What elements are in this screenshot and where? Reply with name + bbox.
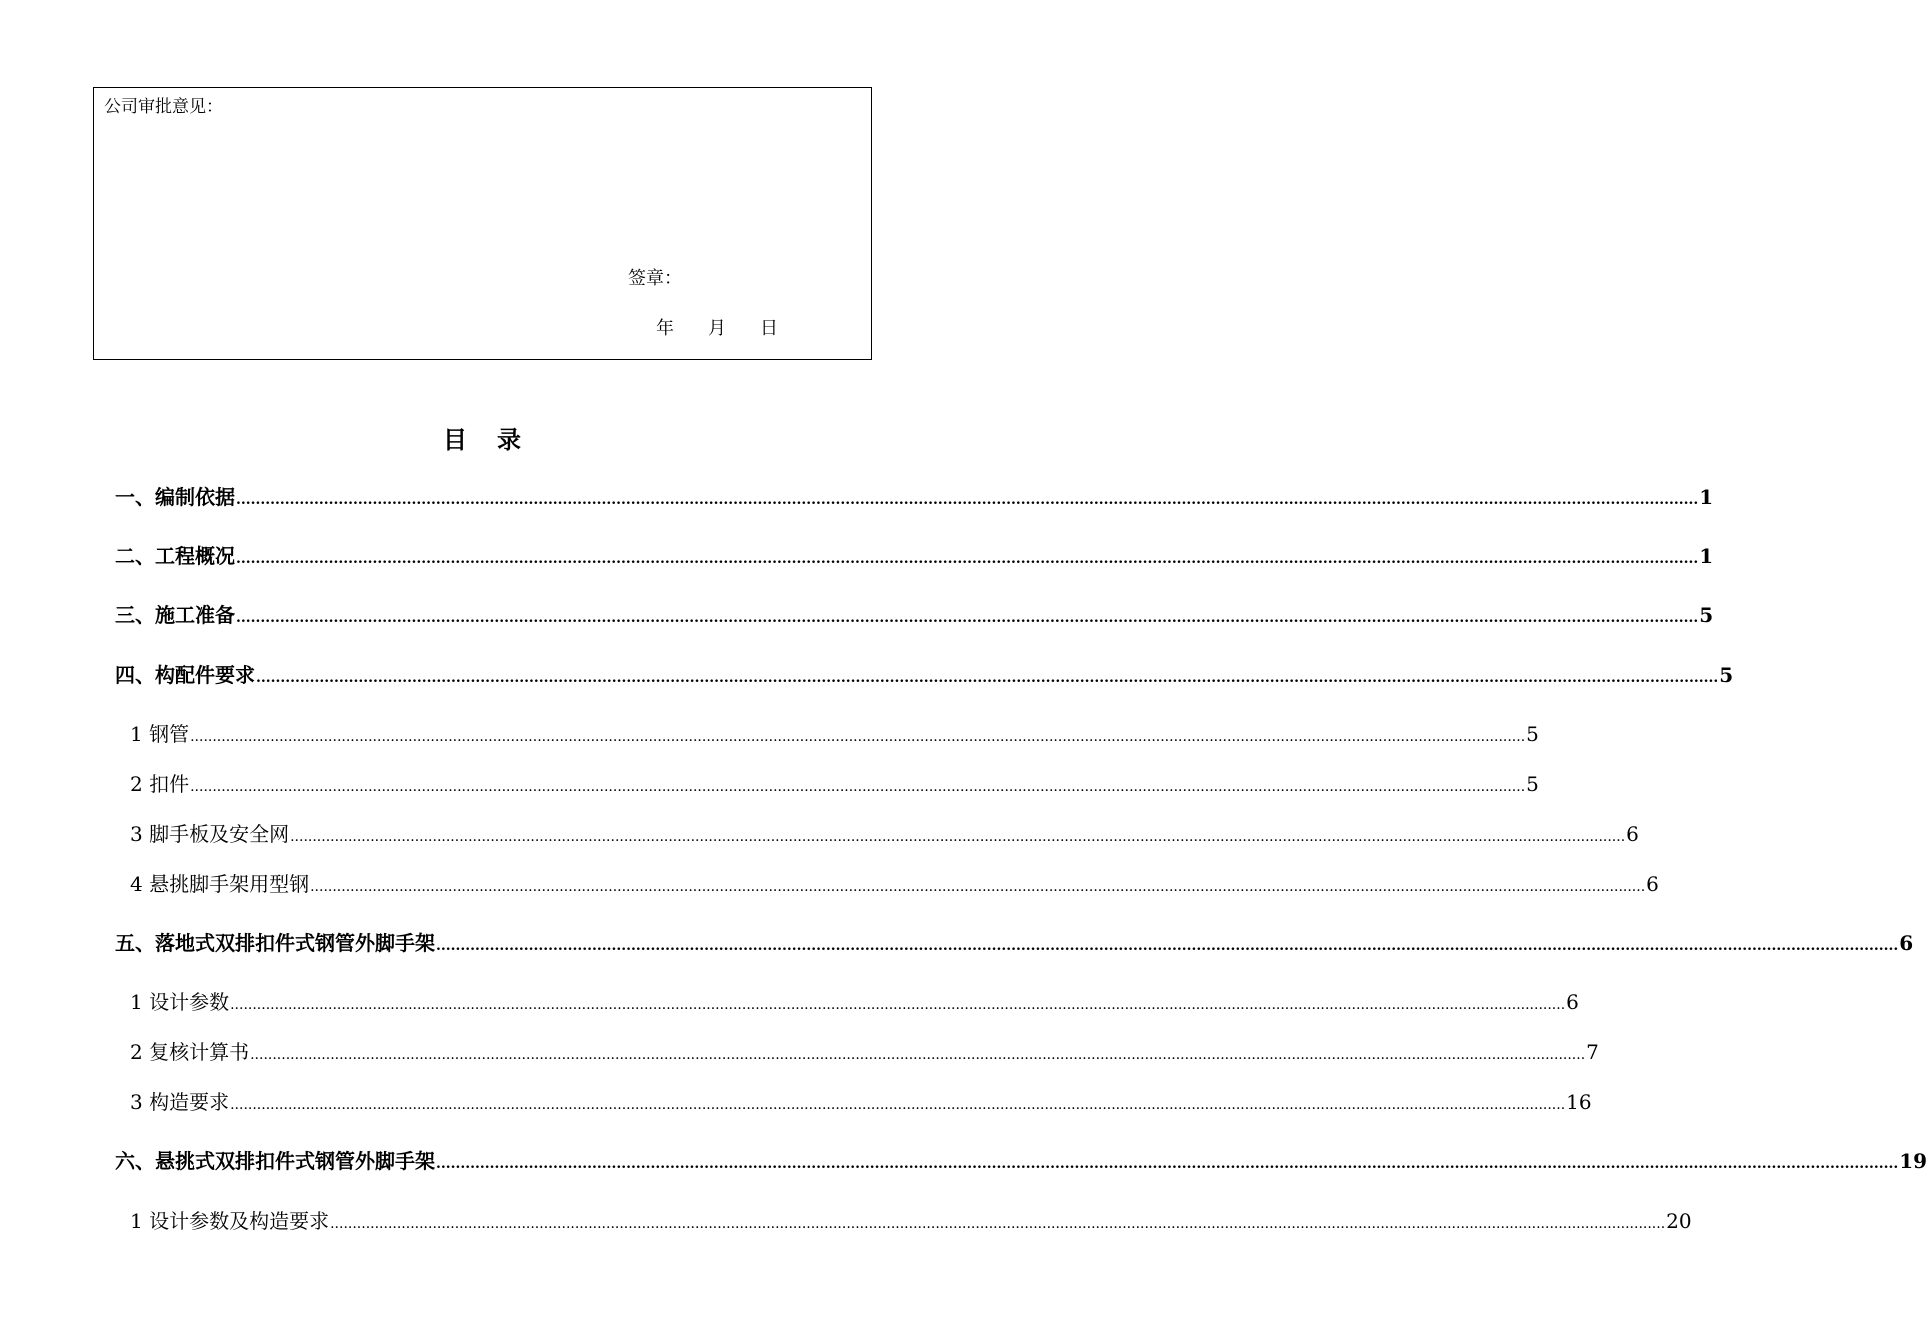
toc-entry[interactable] [115,482,1714,512]
toc-leader-dots: ............................................................................................................................................................................................................................................................................................................ [290,829,1626,845]
date-day: 日 [760,318,778,339]
toc-leader-dots: ............................................................................................................................................................................................................................................................................................................ [310,879,1646,895]
toc-entry[interactable] [130,1087,1592,1117]
toc-entry[interactable] [115,600,1714,630]
toc-entry-page: 6 [1626,822,1639,846]
toc-entry-page: 20 [1666,1209,1692,1233]
toc-entry-page: 1 [1699,485,1714,509]
toc-entry-text: 六、悬挑式双排扣件式钢管外脚手架 [115,1149,435,1173]
toc-leader-dots: ............................................................................................................................................................................................................................................................................................................ [230,997,1566,1013]
toc-entry-page: 6 [1646,872,1659,896]
toc-leader-dots: ............................................................................................................................................................................................................................................................................................................ [436,938,1899,954]
toc-entry-page: 1 [1699,544,1714,568]
toc-entry-text: 一、编制依据 [115,485,235,509]
toc-entry-page: 5 [1719,663,1734,687]
toc-entry-page: 5 [1526,772,1539,796]
toc-leader-dots: ............................................................................................................................................................................................................................................................................................................ [190,729,1526,745]
toc-entry-page: 5 [1526,722,1539,746]
toc-leader-dots: ............................................................................................................................................................................................................................................................................................................ [236,551,1699,567]
toc-entry[interactable] [130,1037,1599,1067]
toc-entry-text: 二、工程概况 [115,544,235,568]
toc-entry-text: 1 设计参数及构造要求 [130,1209,330,1233]
toc-title: 目录 [443,425,551,454]
toc-entry-page: 16 [1566,1090,1592,1114]
toc-entry-text: 3 脚手板及安全网 [130,822,290,846]
toc-entry[interactable] [130,769,1539,799]
toc-leader-dots: ............................................................................................................................................................................................................................................................................................................ [330,1216,1666,1232]
approval-box [93,87,872,360]
toc-leader-dots: ............................................................................................................................................................................................................................................................................................................ [436,1156,1899,1172]
toc-entry-page: 7 [1586,1040,1599,1064]
toc-leader-dots: ............................................................................................................................................................................................................................................................................................................ [236,610,1699,626]
toc-entry-text: 1 设计参数 [130,990,230,1014]
toc-entry[interactable] [130,719,1539,749]
sign-label: 签章： [628,268,682,289]
toc-entry[interactable] [130,1206,1692,1236]
toc-leader-dots: ............................................................................................................................................................................................................................................................................................................ [250,1047,1586,1063]
toc-entry[interactable] [115,928,1914,958]
toc-entry[interactable] [130,819,1639,849]
toc-entry-page: 6 [1566,990,1579,1014]
approval-label: 公司审批意见： [104,97,223,117]
toc-leader-dots: ............................................................................................................................................................................................................................................................................................................ [190,779,1526,795]
toc-entry-text: 2 复核计算书 [130,1040,250,1064]
toc-entry-text: 四、构配件要求 [115,663,255,687]
toc-entry-page: 5 [1699,603,1714,627]
toc-entry[interactable] [115,660,1734,690]
toc-entry-text: 4 悬挑脚手架用型钢 [130,872,310,896]
toc-entry-page: 6 [1899,931,1914,955]
toc-entry[interactable] [115,541,1714,571]
toc-entry[interactable] [115,1146,1927,1176]
toc-leader-dots: ............................................................................................................................................................................................................................................................................................................ [256,670,1719,686]
toc-entry-text: 2 扣件 [130,772,190,796]
date-month: 月 [708,318,726,339]
toc-entry[interactable] [130,987,1579,1017]
toc-leader-dots: ............................................................................................................................................................................................................................................................................................................ [230,1097,1566,1113]
toc-leader-dots: ............................................................................................................................................................................................................................................................................................................ [236,492,1699,508]
toc-entry-text: 五、落地式双排扣件式钢管外脚手架 [115,931,435,955]
toc-entry[interactable] [130,869,1659,899]
toc-entry-text: 3 构造要求 [130,1090,230,1114]
date-line [656,314,778,340]
toc-entry-text: 1 钢管 [130,722,190,746]
toc-entry-page: 19 [1899,1149,1927,1173]
toc-entry-text: 三、施工准备 [115,603,235,627]
date-year: 年 [656,318,674,339]
